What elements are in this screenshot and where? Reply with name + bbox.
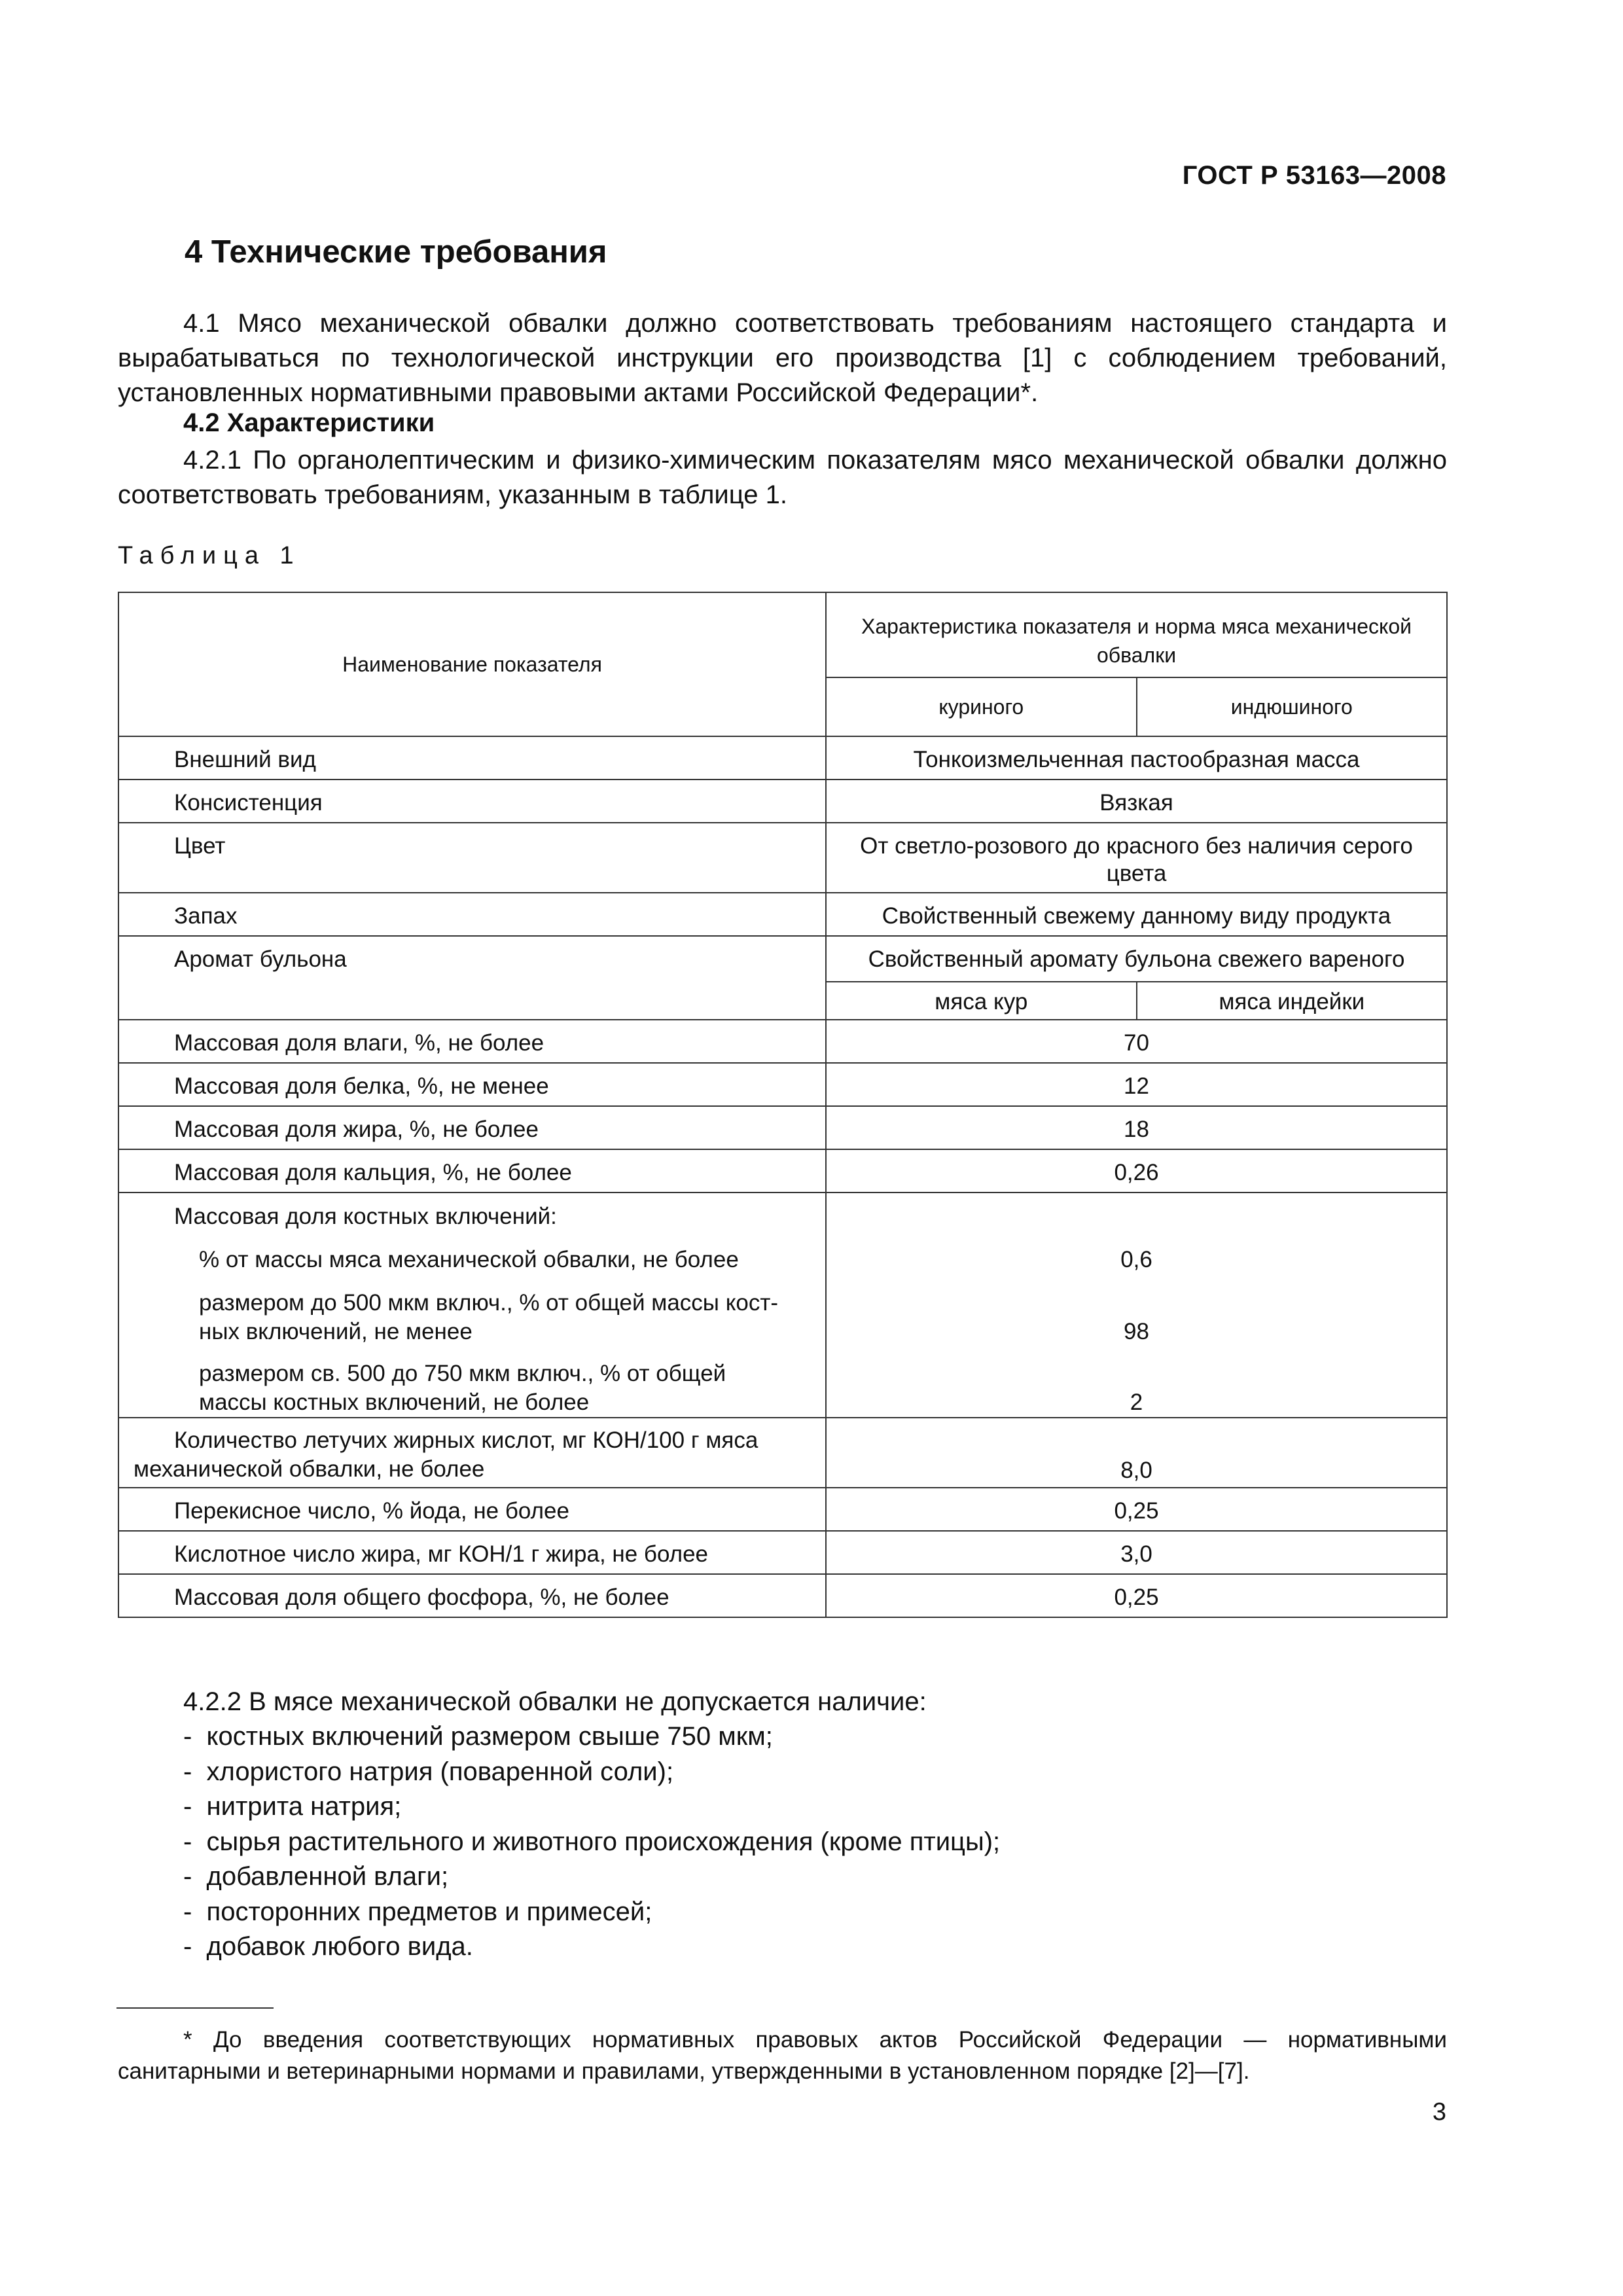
row-value: 0,25 — [826, 1488, 1447, 1531]
table-row — [118, 1193, 1447, 1418]
row-name: Массовая доля влаги, %, не более — [118, 1020, 826, 1063]
row-name: Аромат бульона — [118, 936, 826, 1020]
value-split — [827, 981, 1446, 1019]
requirements-table — [118, 592, 1448, 1618]
row-name: Массовая доля общего фосфора, %, не более — [118, 1574, 826, 1617]
table-row — [118, 893, 1447, 936]
list-item: - посторонних предметов и примесей; — [183, 1895, 1000, 1930]
row-value: Свойственный аромату бульона свежего вареного — [868, 946, 1405, 972]
bone-sub3-line2: массы костных включений, не более — [199, 1390, 590, 1415]
row-value-split — [826, 936, 1447, 1020]
header-chicken: куриного — [826, 677, 1136, 736]
row-name: Массовая доля жира, %, не более — [118, 1106, 826, 1149]
row-name-volatile-acids — [118, 1418, 826, 1488]
list-item: - добавленной влаги; — [183, 1859, 1000, 1895]
spacer — [827, 1202, 1446, 1246]
table-row — [118, 1106, 1447, 1149]
table-row — [118, 936, 1447, 1020]
row-value: 0,25 — [826, 1574, 1447, 1617]
list-item: - хлористого натрия (поваренной соли); — [183, 1755, 1000, 1790]
table-row — [118, 1418, 1447, 1488]
row-value: Тонкоизмельченная пастообразная масса — [826, 736, 1447, 780]
table-row — [118, 780, 1447, 823]
list-item: - костных включений размером свыше 750 мкм; — [183, 1719, 1000, 1755]
bone-sub3-line1: размером св. 500 до 750 мкм включ., % от общей — [199, 1361, 726, 1386]
header-characteristic-group: Характеристика показателя и норма мяса механической обвалки — [826, 592, 1447, 677]
document-code: ГОСТ Р 53163—2008 — [1182, 161, 1446, 190]
table-row — [118, 1574, 1447, 1617]
value-turkey: мяса индейки — [1219, 989, 1365, 1014]
bone-sub3-value: 2 — [1130, 1390, 1143, 1415]
row-value: 18 — [826, 1106, 1447, 1149]
table-caption: Таблица 1 — [118, 542, 301, 569]
table-row — [118, 823, 1447, 893]
row-name: Массовая доля белка, %, не менее — [118, 1063, 826, 1106]
bone-sub1-value: 0,6 — [1120, 1247, 1152, 1272]
row-value: Вязкая — [826, 780, 1447, 823]
bone-sub1: % от массы мяса механической обвалки, не более — [199, 1247, 739, 1272]
header-indicator-name: Наименование показателя — [118, 592, 826, 736]
row-name: Цвет — [118, 823, 826, 893]
row-value: От светло-розового до красного без наличия серого цвета — [826, 823, 1447, 893]
paragraph-4-1 — [118, 306, 1447, 410]
paragraph-4-2-1-text: 4.2.1 По органолептическим и физико-химическим показателям мясо механической обвалки должно соответствовать требованиям, указанным в таблице 1. — [118, 446, 1447, 509]
row-value: Свойственный свежему данному виду продукта — [826, 893, 1447, 936]
list-item: - нитрита натрия; — [183, 1789, 1000, 1825]
row-name: Внешний вид — [118, 736, 826, 780]
footnote-text: * До введения соответствующих нормативных правовых актов Российской Федерации — нормативными санитарными и ветеринарными нормами и правилами, утвержденными в установленном порядке [2]—[7]. — [118, 2027, 1447, 2084]
volatile-acids-line1: Количество летучих жирных кислот, мг КОН/100 г мяса — [174, 1427, 758, 1453]
row-name: Перекисное число, % йода, не более — [118, 1488, 826, 1531]
table-row — [118, 736, 1447, 780]
list-item: - сырья растительного и животного происхождения (кроме птицы); — [183, 1825, 1000, 1860]
page-number: 3 — [1432, 2098, 1446, 2126]
footnote — [118, 2024, 1447, 2087]
subsection-title: 4.2 Характеристики — [183, 408, 435, 437]
footnote-divider — [116, 2007, 274, 2009]
bone-title: Массовая доля костных включений: — [174, 1204, 557, 1229]
paragraph-4-1-text: 4.1 Мясо механической обвалки должно соответствовать требованиям настоящего стандарта и вырабатываться по технологической инструкции его производства [1] с соблюдением требований, установленных нормативными правовыми актами Российской Федерации*. — [118, 309, 1447, 407]
spacer — [827, 1289, 1446, 1318]
row-value: 12 — [826, 1063, 1447, 1106]
table-header-row — [118, 592, 1447, 677]
table-row — [118, 1020, 1447, 1063]
row-value: 8,0 — [826, 1418, 1447, 1488]
volatile-acids-line2: механической обвалки, не более — [134, 1456, 485, 1482]
table-row — [118, 1488, 1447, 1531]
list-item: - добавок любого вида. — [183, 1929, 1000, 1965]
spacer — [827, 1359, 1446, 1388]
bone-sub2-value: 98 — [1124, 1319, 1149, 1344]
row-name: Консистенция — [118, 780, 826, 823]
row-value: 3,0 — [826, 1531, 1447, 1574]
value-chicken: мяса кур — [827, 982, 1137, 1019]
row-name-bone — [118, 1193, 826, 1418]
row-value: 70 — [826, 1020, 1447, 1063]
table-row — [118, 1531, 1447, 1574]
row-name: Кислотное число жира, мг КОН/1 г жира, не более — [118, 1531, 826, 1574]
paragraph-4-2-1 — [118, 443, 1447, 512]
table-row — [118, 1149, 1447, 1193]
prohibited-list — [183, 1719, 1000, 1965]
row-value-bone — [826, 1193, 1447, 1418]
bone-sub2-line2: ных включений, не менее — [199, 1319, 473, 1344]
bone-sub2-line1: размером до 500 мкм включ., % от общей массы кост- — [199, 1290, 779, 1316]
row-name: Массовая доля кальция, %, не более — [118, 1149, 826, 1193]
paragraph-4-2-2: 4.2.2 В мясе механической обвалки не допускается наличие: — [183, 1687, 927, 1716]
row-value: 0,26 — [826, 1149, 1447, 1193]
header-turkey: индюшиного — [1137, 677, 1448, 736]
row-name: Запах — [118, 893, 826, 936]
table-row — [118, 1063, 1447, 1106]
section-title: 4 Технические требования — [185, 234, 607, 270]
